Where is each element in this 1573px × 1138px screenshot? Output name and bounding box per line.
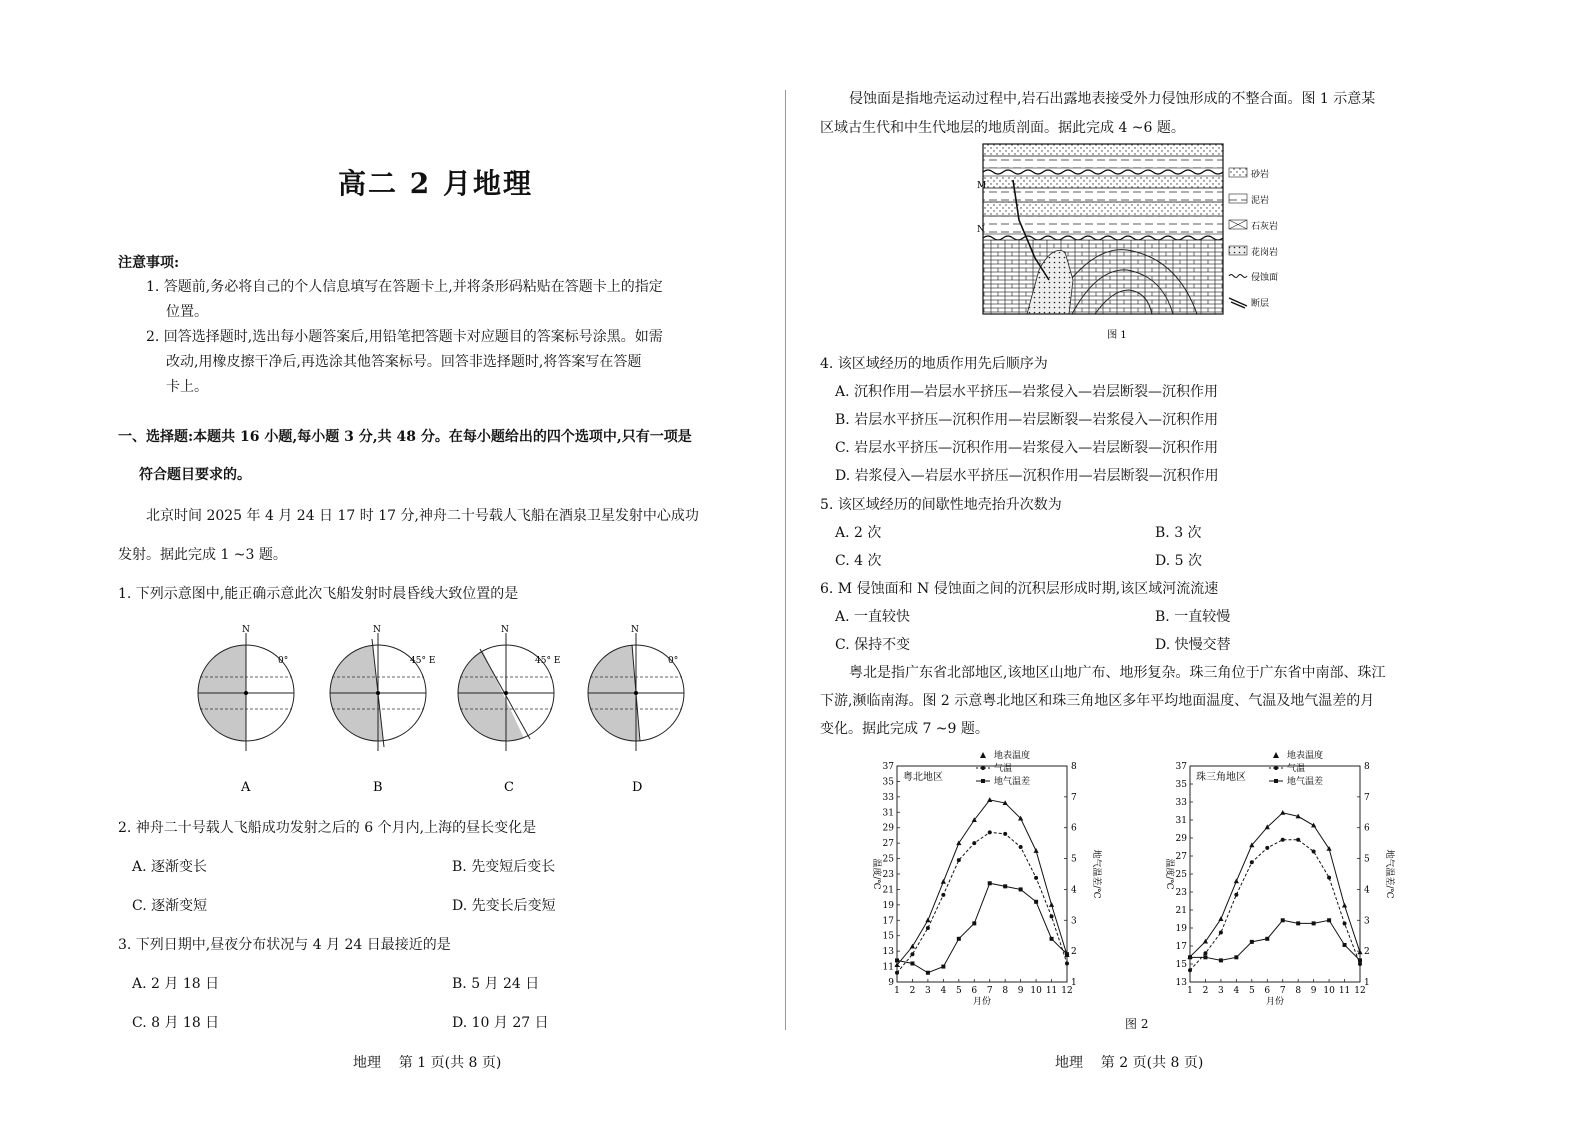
point-temp-difference [1219,958,1223,962]
legend-marker-square [981,779,985,783]
y2-axis-label: 地气温差/℃ [1091,849,1101,899]
point-temp-difference [1188,955,1192,959]
globe-c [458,625,560,751]
y-axis-label: 温度/℃ [1164,858,1174,890]
x-tick-label: 9 [1310,986,1317,996]
y2-tick-label: 1 [1364,978,1370,988]
y-tick-label: 13 [1175,978,1187,988]
notice-1-cont: 位置。 [166,304,208,320]
point-air-temp [1019,845,1023,849]
page-right [787,0,1573,1138]
point-temp-difference [1034,900,1038,904]
point-surface-temp [1342,903,1347,908]
series-line-temp-difference [897,883,1067,972]
legend-marker-square [1274,779,1278,783]
plot-frame [1190,766,1360,982]
globe-c-meridian: 45° E [535,656,561,666]
globe-a-north: N [242,625,250,635]
point-air-temp [1296,838,1300,842]
y-tick-label: 31 [1175,816,1187,826]
q4-option-d: D. 岩浆侵入—岩层水平挤压—沉积作用—岩层断裂—沉积作用 [835,468,1219,484]
intro-text-cont: 发射。据此完成 1 ~3 题。 [118,547,287,563]
y-tick-label: 31 [882,808,894,819]
x-tick-label: 1 [1187,986,1193,996]
x-axis-label: 月份 [1265,997,1285,1007]
point-temp-difference [1265,937,1269,941]
page-divider [785,90,786,1030]
notice-2-cont: 改动,用橡皮擦干净后,再选涂其他答案标号。回答非选择题时,将答案写在答题 [166,354,642,370]
point-air-temp [1265,846,1269,850]
x-tick-label: 7 [986,986,993,996]
point-surface-temp [1033,848,1038,853]
legend-marker-triangle [1273,752,1279,758]
globe-b [330,625,435,751]
q4-option-a: A. 沉积作用—岩层水平挤压—岩浆侵入—岩层断裂—沉积作用 [835,384,1219,400]
x-tick-label: 3 [925,986,931,996]
point-air-temp [1250,860,1254,864]
point-air-temp [988,830,992,834]
x-tick-label: 10 [1030,986,1042,996]
point-air-temp [957,858,961,862]
legend-marker-dot [1274,766,1278,770]
legend-marker-dot [981,766,985,770]
y-tick-label: 17 [1175,942,1187,952]
point-temp-difference [1003,884,1007,888]
q6-option-a: A. 一直较快 [835,609,911,625]
y-tick-label: 35 [1175,780,1187,790]
q3-option-b: B. 5 月 24 日 [452,976,540,992]
point-air-temp [1281,838,1285,842]
intro-erosion-cont: 区域古生代和中生代地层的地质剖面。据此完成 4 ~6 题。 [820,120,1185,136]
y2-tick-label: 4 [1071,885,1077,896]
y-tick-label: 13 [882,947,894,958]
y-tick-label: 33 [882,792,894,803]
legend-limestone: 石灰岩 [1251,222,1279,232]
page-footer: 地理 第 1 页(共 8 页) [353,1055,502,1071]
notice-2: 2. 回答选择题时,选出每小题答案后,用铅笔把答题卡对应题目的答案标号涂黑。如需 [146,329,663,345]
point-temp-difference [1203,955,1207,959]
q4-option-b: B. 岩层水平挤压—沉积作用—岩层断裂—岩浆侵入—沉积作用 [835,412,1219,428]
y-tick-label: 15 [1175,960,1187,970]
q6-option-b: B. 一直较慢 [1155,609,1231,625]
x-tick-label: 6 [971,986,978,996]
section-heading: 一、选择题:本题共 16 小题,每小题 3 分,共 48 分。在每小题给出的四个选项中,只有一项是 [118,429,692,445]
point-temp-difference [957,937,961,941]
point-surface-temp [925,917,930,922]
question-4: 4. 该区域经历的地质作用先后顺序为 [820,356,1048,372]
chart-title: 珠三角地区 [1196,772,1246,783]
globe-label-c: C [504,780,514,795]
y-tick-label: 17 [882,916,894,927]
legend-marker-triangle [980,752,986,758]
legend-entry: 气温 [1287,764,1306,774]
x-tick-label: 12 [1061,986,1073,996]
surface-m-label: M [977,181,987,191]
point-surface-temp [1280,810,1285,815]
point-surface-temp [941,879,946,884]
x-tick-label: 8 [1002,986,1009,996]
question-5: 5. 该区域经历的间歇性地壳抬升次数为 [820,497,1062,513]
x-tick-label: 1 [894,986,900,996]
x-tick-label: 8 [1295,986,1302,996]
point-surface-temp [987,797,992,802]
point-air-temp [1219,931,1223,935]
q5-option-b: B. 3 次 [1155,525,1202,541]
q2-option-d: D. 先变长后变短 [452,898,556,914]
x-tick-label: 12 [1354,986,1366,996]
point-air-temp [1327,876,1331,880]
plot-frame [897,766,1067,982]
figure-1-legend [1229,168,1278,309]
x-tick-label: 7 [1279,986,1286,996]
y2-tick-label: 2 [1364,947,1370,958]
notice-heading: 注意事项: [118,255,180,271]
y2-tick-label: 6 [1364,823,1370,834]
page-footer: 地理 第 2 页(共 8 页) [1055,1055,1204,1071]
point-surface-temp [910,944,915,949]
legend-fault: 断层 [1251,299,1270,309]
globe-label-a: A [241,780,251,795]
point-surface-temp [1049,902,1054,907]
globe-d-meridian: 0° [668,656,679,666]
q5-option-c: C. 4 次 [835,553,882,569]
y-tick-label: 29 [1175,834,1187,844]
x-axis-label: 月份 [972,997,992,1007]
globe-d-north: N [631,625,639,635]
legend-sandstone: 砂岩 [1251,170,1270,180]
globe-b-meridian: 45° E [410,656,436,666]
x-tick-label: 2 [1202,986,1209,996]
y2-tick-label: 7 [1071,792,1077,803]
point-surface-temp [1218,916,1223,921]
x-tick-label: 11 [1338,986,1351,996]
y2-axis-label: 地气温差/℃ [1384,849,1394,899]
x-tick-label: 3 [1218,986,1224,996]
y2-tick-label: 6 [1071,823,1077,834]
point-air-temp [1343,922,1347,926]
y2-tick-label: 1 [1071,978,1077,988]
y2-tick-label: 5 [1071,854,1077,865]
y-tick-label: 21 [1175,906,1187,916]
y-tick-label: 25 [882,854,894,865]
y-tick-label: 35 [882,777,894,788]
y-tick-label: 27 [1175,852,1187,862]
point-temp-difference [926,971,930,975]
chart-title: 粤北地区 [903,772,943,783]
intro-erosion: 侵蚀面是指地壳运动过程中,岩石出露地表接受外力侵蚀形成的不整合面。图 1 示意某 [849,91,1376,107]
point-temp-difference [1327,918,1331,922]
point-temp-difference [988,881,992,885]
page-left [0,0,786,1138]
intro-guangdong: 粤北是指广东省北部地区,该地区山地广布、地形复杂。珠三角位于广东省中南部、珠江 [849,665,1386,681]
point-air-temp [1234,893,1238,897]
y2-tick-label: 4 [1364,885,1370,896]
series-line-surface-temp [1190,813,1360,957]
q3-option-c: C. 8 月 18 日 [132,1015,220,1031]
figure-1-caption: 图 1 [1107,330,1127,341]
x-tick-label: 5 [955,986,962,996]
point-temp-difference [1296,921,1300,925]
legend-mudstone: 泥岩 [1251,196,1270,206]
surface-n-label: N [977,225,985,235]
y-tick-label: 21 [882,885,894,896]
point-temp-difference [1250,940,1254,944]
point-air-temp [895,971,899,975]
figure-1-geologic-section [977,140,1279,345]
question-2: 2. 神舟二十号载人飞船成功发射之后的 6 个月内,上海的昼长变化是 [118,820,537,836]
y-tick-label: 37 [1175,762,1187,772]
q5-option-d: D. 5 次 [1155,553,1202,569]
y2-tick-label: 5 [1364,854,1370,865]
x-tick-label: 4 [940,986,947,996]
y-tick-label: 9 [888,978,894,988]
point-air-temp [1050,914,1054,918]
point-temp-difference [1281,918,1285,922]
point-surface-temp [1311,823,1316,828]
y-tick-label: 23 [882,870,894,880]
x-tick-label: 5 [1248,986,1255,996]
y-tick-label: 25 [1175,870,1187,880]
q3-option-d: D. 10 月 27 日 [452,1015,549,1031]
x-tick-label: 4 [1233,986,1240,996]
point-temp-difference [941,965,945,969]
globe-c-north: N [501,625,509,635]
q2-option-a: A. 逐渐变长 [132,859,208,875]
y-tick-label: 23 [1175,888,1187,898]
y-tick-label: 27 [882,839,894,850]
point-air-temp [1065,961,1069,965]
notice-2-cont2: 卡上。 [166,379,208,395]
q2-option-c: C. 逐渐变短 [132,898,208,914]
x-tick-label: 2 [909,986,916,996]
section-heading-cont: 符合题目要求的。 [139,467,251,483]
y2-tick-label: 8 [1364,762,1370,772]
y2-tick-label: 3 [1071,916,1077,927]
y-axis-label: 温度/℃ [871,858,881,890]
chart-pearl-river-delta [1155,748,1405,1006]
globe-b-north: N [373,625,381,635]
y-tick-label: 19 [882,900,894,911]
legend-entry: 地气温差 [994,777,1031,787]
intro-guangdong-cont2: 变化。据此完成 7 ~9 题。 [820,721,989,737]
point-surface-temp [1357,950,1362,955]
point-temp-difference [1050,937,1054,941]
point-air-temp [941,893,945,897]
q2-option-b: B. 先变短后变长 [452,859,556,875]
point-air-temp [972,841,976,845]
globe-a-meridian: 0° [278,656,289,666]
chart-yuebei [862,748,1112,1006]
globe-label-d: D [632,780,643,795]
series-line-air-temp [1190,840,1360,971]
legend-granite: 花岗岩 [1251,248,1279,258]
point-temp-difference [1343,943,1347,947]
x-tick-label: 6 [1264,986,1271,996]
q3-option-a: A. 2 月 18 日 [132,976,220,992]
y-tick-label: 29 [882,823,894,834]
point-air-temp [1358,962,1362,966]
legend-erosion-surface: 侵蚀面 [1251,273,1279,283]
series-line-surface-temp [897,800,1067,965]
point-temp-difference [1358,958,1362,962]
point-temp-difference [972,921,976,925]
legend-entry: 地气温差 [1287,777,1324,787]
globe-a [198,625,294,751]
y-tick-label: 15 [882,931,894,942]
legend-entry: 地表温度 [1287,751,1324,761]
point-air-temp [926,926,930,930]
y-tick-label: 11 [882,962,894,973]
point-air-temp [1188,968,1192,972]
page-title: 高二 2 月地理 [338,167,533,200]
point-temp-difference [910,961,914,965]
globe-d [588,625,684,751]
y-tick-label: 37 [882,762,894,772]
y-tick-label: 19 [1175,924,1187,934]
q6-option-c: C. 保持不变 [835,637,911,653]
point-temp-difference [1065,952,1069,956]
q6-option-d: D. 快慢交替 [1155,637,1231,653]
y2-tick-label: 8 [1071,762,1077,772]
point-air-temp [1003,832,1007,836]
point-temp-difference [1312,921,1316,925]
point-temp-difference [1234,955,1238,959]
intro-text: 北京时间 2025 年 4 月 24 日 17 时 17 分,神舟二十号载人飞船在酒泉卫星发射中心成功 [146,508,699,524]
legend-entry: 气温 [994,764,1013,774]
question-6: 6. M 侵蚀面和 N 侵蚀面之间的沉积层形成时期,该区域河流流速 [820,581,1219,597]
question-3: 3. 下列日期中,昼夜分布状况与 4 月 24 日最接近的是 [118,937,451,953]
point-air-temp [910,952,914,956]
point-air-temp [1312,850,1316,854]
x-tick-label: 9 [1017,986,1024,996]
question-1: 1. 下列示意图中,能正确示意此次飞船发射时晨昏线大致位置的是 [118,586,519,602]
point-temp-difference [1019,887,1023,891]
x-tick-label: 11 [1045,986,1058,996]
point-temp-difference [895,958,899,962]
notice-1: 1. 答题前,务必将自己的个人信息填写在答题卡上,并将条形码粘贴在答题卡上的指定 [146,279,663,295]
globe-diagrams [180,615,720,800]
globe-label-b: B [373,780,383,795]
q4-option-c: C. 岩层水平挤压—沉积作用—岩浆侵入—岩层断裂—沉积作用 [835,440,1219,456]
y2-tick-label: 3 [1364,916,1370,927]
y2-tick-label: 2 [1071,947,1077,958]
q5-option-a: A. 2 次 [835,525,882,541]
point-surface-temp [1234,878,1239,883]
legend-entry: 地表温度 [994,751,1031,761]
y2-tick-label: 7 [1364,792,1370,803]
intro-guangdong-cont: 下游,濒临南海。图 2 示意粤北地区和珠三角地区多年平均地面温度、气温及地气温差的月 [820,693,1375,709]
point-air-temp [1034,876,1038,880]
figure-2-caption: 图 2 [1125,1017,1149,1031]
point-air-temp [1203,951,1207,955]
x-tick-label: 10 [1323,986,1335,996]
y-tick-label: 33 [1175,798,1187,808]
